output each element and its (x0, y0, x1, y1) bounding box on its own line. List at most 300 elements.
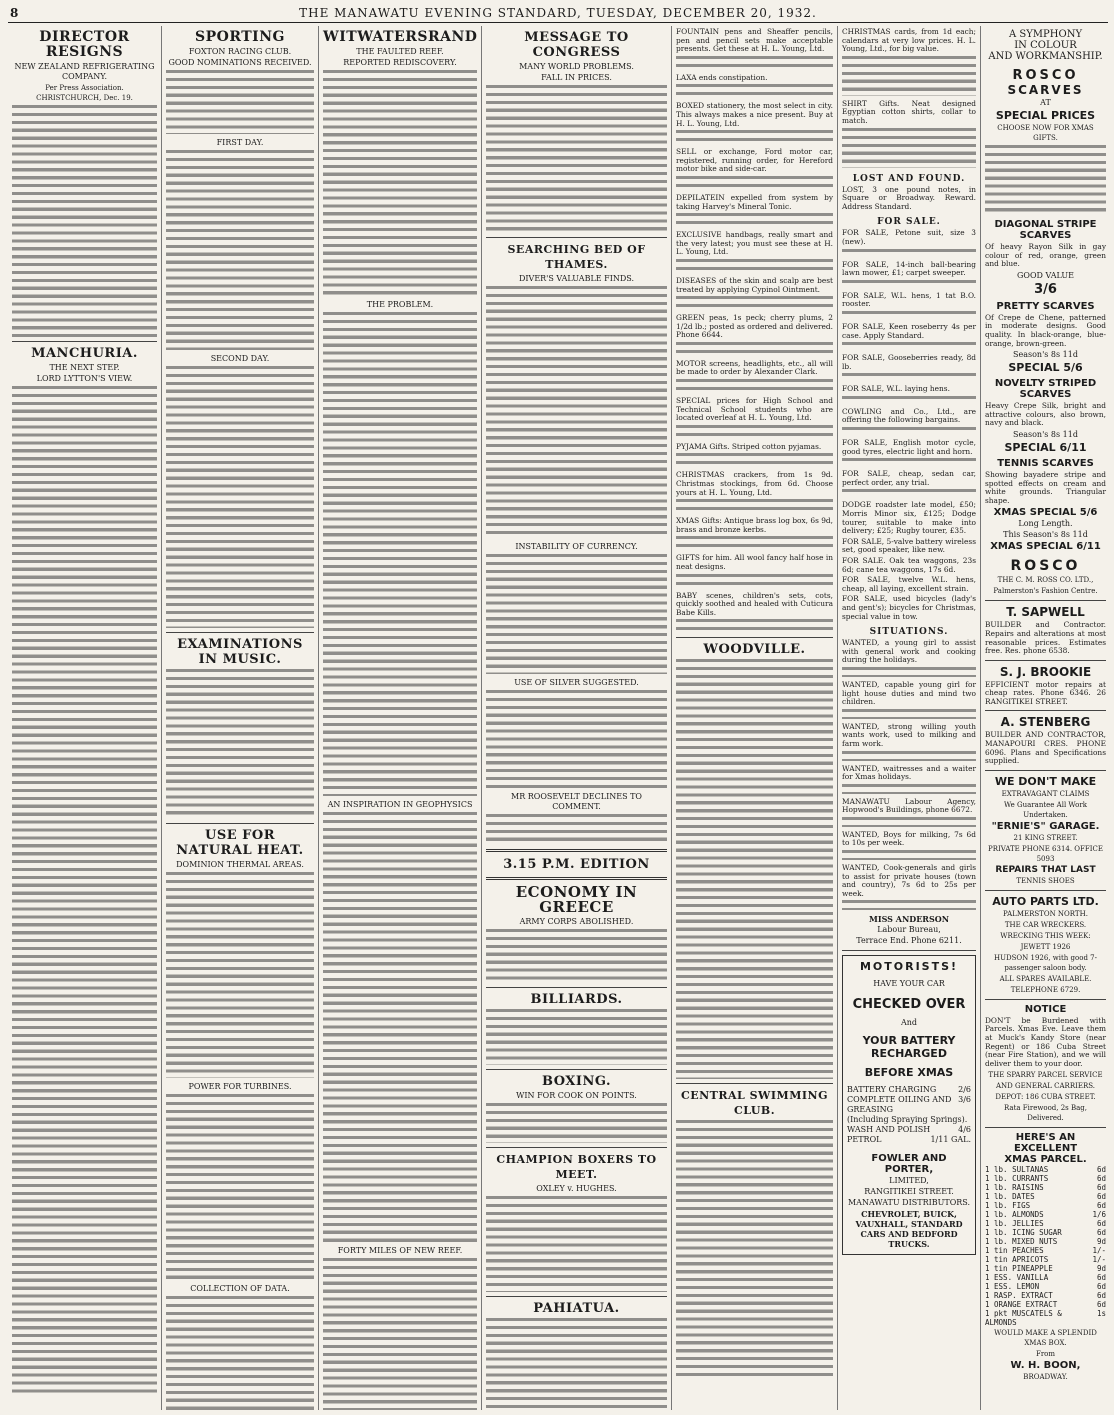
subhead: INSTABILITY OF CURRENCY. (515, 542, 638, 551)
parcel-item (985, 1201, 1106, 1210)
service-label: (Including Spraying Springs). (847, 1115, 968, 1125)
parcel-item (985, 1282, 1106, 1291)
service-price: 3/6 (958, 1095, 971, 1105)
parcel-item (985, 1210, 1106, 1219)
parcel-item (985, 1237, 1106, 1246)
classified-ad: PYJAMA Gifts. Striped cotton pyjamas. (676, 441, 822, 451)
for-sale-item: FOR SALE, 14-inch ball-bearing lawn mower, £1; carpet sweeper. (842, 259, 976, 278)
ad-body-text (842, 342, 976, 350)
ad-boon-address: BROADWAY. (1023, 1373, 1068, 1382)
classified-ad: LAXA ends constipation. (676, 72, 768, 82)
ad-body-text (676, 56, 833, 70)
article-text (166, 70, 314, 134)
ad-depot-2: Rata Firewood, 2s Bag, Delivered. (1003, 1104, 1088, 1123)
divider (985, 660, 1106, 661)
ad-body-text (676, 574, 833, 588)
ad-body-text (842, 280, 976, 288)
ad-body-text (676, 296, 833, 310)
parcel-item (985, 1291, 1106, 1300)
ad-body-text (676, 425, 833, 439)
ad-depot: DEPOT: 186 CUBA STREET. (995, 1093, 1096, 1102)
ad-telephone: TELEPHONE 6729. (1010, 985, 1081, 994)
headline-billiards: BILLIARDS. (530, 992, 623, 1007)
classified-ad: SPECIAL prices for High School and Technical School students who are located overleaf at H. L. Young, Ltd. (676, 396, 833, 423)
divider (486, 1147, 667, 1148)
ad-body-text (842, 249, 976, 257)
ad-novelty-season: Season's 8s 11d (1013, 429, 1078, 439)
parcel-item-name: 1 ESS. VANILLA (985, 1273, 1049, 1283)
headline-music: EXAMINATIONS IN MUSIC. (177, 637, 303, 667)
ad-body-text (842, 751, 976, 761)
ad-parcel-company-2: AND GENERAL CARRIERS. (995, 1082, 1096, 1091)
article-text (12, 105, 157, 337)
article-text (486, 929, 667, 983)
service-row (847, 1085, 971, 1095)
parcel-item-price: 9d (1096, 1237, 1106, 1247)
article-text (486, 814, 667, 844)
parcel-item-name: 1 RASP. EXTRACT (985, 1291, 1053, 1301)
parcel-item-price: 6d (1096, 1219, 1106, 1229)
article-text (676, 1120, 833, 1380)
situation-item: WANTED, waitresses and a waiter for Xmas holidays. (842, 763, 976, 782)
ad-sapwell: T. SAPWELL (1006, 605, 1085, 620)
ad-long-season: This Season's 8s 11d (1003, 530, 1088, 540)
ad-pretty-season: Season's 8s 11d (1013, 350, 1078, 360)
for-sale-item: COWLING and Co., Ltd., are offering the following bargains. (842, 406, 976, 425)
divider (486, 849, 667, 852)
ad-stenberg-desc: BUILDER AND CONTRACTOR, MANAPOURI CRES. PHONE 6096. Plans and Specifications supplied. (985, 730, 1106, 766)
parcel-item-price: 1/- (1092, 1255, 1106, 1265)
article-text (323, 1258, 477, 1410)
subhead: AN INSPIRATION IN GEOPHYSICS (327, 800, 473, 809)
classified-ad: SELL or exchange, Ford motor car, registered, running order, for Hereford motor bike and side-car. (676, 147, 833, 174)
service-label: PETROL (847, 1135, 882, 1145)
garage-ad (842, 955, 976, 1255)
situation-item: MANAWATU Labour Agency, Hopwood's Buildings, phone 6672. (842, 796, 976, 815)
ad-body-text (842, 373, 976, 381)
subhead: FORTY MILES OF NEW REEF. (337, 1246, 463, 1255)
ad-diagonal-2: SCARVES (1019, 230, 1072, 241)
situation-item: WANTED, capable young girl for light house duties and mind two children. (842, 679, 976, 707)
parcel-list (985, 1165, 1106, 1327)
for-sale-list (842, 229, 976, 497)
ad-extravagant: EXTRAVAGANT CLAIMS (1001, 789, 1090, 798)
article-text (486, 1196, 667, 1292)
parcel-item-price: 6d (1096, 1201, 1106, 1211)
ad-ernies-phone: PRIVATE PHONE 6314. OFFICE 5093 (988, 844, 1103, 863)
ad-motorists: MOTORISTS! (859, 960, 959, 974)
article-text (323, 312, 477, 796)
subhead: THE NEXT STEP. (49, 363, 120, 372)
ad-have-car: HAVE YOUR CAR (873, 979, 945, 989)
headline-central-swimming: CENTRAL SWIMMING CLUB. (680, 1089, 828, 1118)
ad-choose: CHOOSE NOW FOR XMAS GIFTS. (997, 124, 1094, 142)
ad-body-text (676, 130, 833, 144)
ad-parcel-company: THE SPARRY PARCEL SERVICE (988, 1071, 1103, 1080)
ad-brookie: S. J. BROOKIE (999, 664, 1092, 679)
ad-body-text (676, 84, 833, 98)
headline-message-congress: MESSAGE TO CONGRESS (524, 30, 629, 60)
ad-rosco-place: Palmerston's Fashion Centre. (993, 587, 1098, 596)
article-text (486, 1103, 667, 1143)
ad-body-text (676, 379, 833, 393)
service-row (847, 1125, 971, 1135)
parcel-item-price: 6d (1096, 1291, 1106, 1301)
divider (486, 987, 667, 988)
page-number: 8 (10, 6, 19, 20)
subhead: NEW ZEALAND REFRIGERATING COMPANY. (14, 62, 155, 81)
article-text (486, 85, 667, 233)
parcel-item (985, 1300, 1106, 1309)
ad-dodge: DODGE roadster late model, £50; Morris Minor six, £125; Dodge tourer, suitable to make into delivery; £25; Rugby tourer, £35. (842, 500, 976, 536)
classified-ad: BOXED stationery, the most select in city. This always makes a nice present. Buy at H. L. Young, Ltd. (676, 101, 833, 128)
garage-street: RANGITIKEI STREET. (864, 1187, 954, 1197)
ad-auto-parts: AUTO PARTS LTD. (992, 894, 1099, 908)
ad-body-text (842, 709, 976, 719)
lost-notice: LOST, 3 one pound notes, in Square or Broadway. Reward. Address Standard. (842, 184, 976, 211)
ad-diagonal-price: 3/6 (1034, 281, 1057, 297)
garage-distributors: MANAWATU DISTRIBUTORS. (847, 1198, 971, 1208)
ad-body-text (676, 176, 833, 190)
parcel-item (985, 1192, 1106, 1201)
parcel-item-price: 6d (1096, 1174, 1106, 1184)
ad-battery: YOUR BATTERY (862, 1034, 956, 1048)
parcel-item (985, 1246, 1106, 1255)
ad-body-text (842, 667, 976, 677)
ad-parcel-heading-1: HERE'S AN EXCELLENT (1013, 1132, 1078, 1155)
classified-ads (842, 28, 976, 168)
headline-pahiatua: PAHIATUA. (533, 1301, 620, 1316)
subhead: MANY WORLD PROBLEMS. (519, 62, 634, 71)
ad-ernies-address: 21 KING STREET. (1013, 833, 1078, 842)
ad-hens: FOR SALE, twelve W.L. hens, cheap, all laying, excellent strain. (842, 575, 976, 593)
parcel-item (985, 1183, 1106, 1192)
anderson-name: MISS ANDERSON (868, 914, 950, 925)
situation-item: WANTED, strong willing youth wants work, used to milking and farm work. (842, 721, 976, 748)
article-text (486, 1009, 667, 1065)
subhead: SECOND DAY. (210, 354, 270, 363)
divider (676, 637, 833, 638)
parcel-item-name: 1 lb. DATES (985, 1192, 1035, 1202)
ad-body-text (985, 145, 1106, 215)
divider (985, 1127, 1106, 1128)
parcel-item (985, 1255, 1106, 1264)
divider (985, 999, 1106, 1000)
article-text (676, 659, 833, 1079)
ad-body-text (842, 427, 976, 435)
ad-novelty-desc: Heavy Crepe Silk, bright and attractive colours, also brown, navy and black. (985, 401, 1106, 428)
for-sale-item: FOR SALE, W.L. hens, 1 tat B.O. rooster. (842, 290, 976, 309)
parcel-item (985, 1165, 1106, 1174)
article-text (166, 669, 314, 819)
ad-boon: W. H. BOON, (1010, 1360, 1081, 1372)
subhead: GOOD NOMINATIONS RECEIVED. (168, 58, 312, 67)
parcel-item-price: 6d (1096, 1228, 1106, 1238)
ad-body-text (842, 817, 976, 827)
column-2 (162, 26, 319, 1410)
ad-guarantee: We Guarantee All Work Undertaken. (1004, 800, 1087, 819)
ad-body-text (676, 213, 833, 227)
parcel-item-price: 6d (1096, 1273, 1106, 1283)
parcel-item-price: 6d (1096, 1300, 1106, 1310)
parcel-item-name: 1 ESS. LEMON (985, 1282, 1040, 1292)
ad-body-text (842, 128, 976, 168)
ad-repairs: REPAIRS THAT LAST (995, 864, 1096, 875)
ad-body-text (842, 850, 976, 860)
situations-list (842, 639, 976, 910)
article-text (166, 150, 314, 350)
ad-sapwell-desc: BUILDER and Contractor. Repairs and alterations at most reasonable prices. Estimates free. Res. phone 6538. (985, 620, 1106, 656)
ad-novelty-special: SPECIAL 6/11 (1004, 440, 1087, 454)
service-label: WASH AND POLISH (847, 1125, 931, 1135)
for-sale-item: FOR SALE, Petone suit, size 3 (new). (842, 228, 976, 246)
classified-ad: XMAS Gifts: Antique brass log box, 6s 9d, brass and bronze kerbs. (676, 516, 834, 534)
headline-edition: 3.15 P.M. EDITION (503, 857, 650, 872)
masthead-title: THE MANAWATU EVENING STANDARD, TUESDAY, DECEMBER 20, 1932. (299, 6, 817, 20)
parcel-item (985, 1174, 1106, 1183)
ad-bikes: FOR SALE, used bicycles (lady's and gent's); bicycles for Christmas, special value in tow. (842, 594, 976, 621)
subhead: ARMY CORPS ABOLISHED. (519, 917, 634, 926)
for-sale-item: FOR SALE, cheap, sedan car, perfect order, any trial. (842, 469, 976, 487)
ad-rosco-footer: ROSCO (1010, 558, 1081, 575)
parcel-item-name: 1 tin PEACHES (985, 1246, 1044, 1256)
parcel-item-price: 1/- (1092, 1246, 1106, 1256)
ad-would-make: WOULD MAKE A SPLENDID XMAS BOX. (994, 1329, 1097, 1348)
for-sale-item: FOR SALE, Keen roseberry 4s per case. Apply Standard. (842, 321, 976, 340)
parcel-item-price: 6d (1096, 1282, 1106, 1292)
article-text (486, 1318, 667, 1410)
classified-ad: MOTOR screens, headlights, etc., all will be made to order by Alexander Clark. (676, 358, 833, 377)
service-price: 1/11 GAL. (930, 1135, 971, 1145)
column-5 (672, 26, 838, 1410)
garage-name: FOWLER AND PORTER, (871, 1153, 947, 1176)
ad-from: From (1035, 1350, 1056, 1359)
ad-notice: NOTICE (1024, 1003, 1067, 1015)
ad-auto-place: PALMERSTON NORTH. (1003, 909, 1088, 918)
service-label: BATTERY CHARGING (847, 1085, 937, 1095)
parcel-item-name: 1 lb. ALMONDS (985, 1210, 1044, 1220)
ad-parcel-heading-2: XMAS PARCEL. (1004, 1154, 1087, 1166)
ad-pretty-desc: Of Crepe de Chene, patterned in moderate designs. Good quality. In black-orange, blue-orange, brown-green. (985, 312, 1106, 348)
service-price: 2/6 (958, 1085, 971, 1095)
classified-ad: BABY scenes, children's sets, cots, quickly soothed and healed with Cuticura Babe Kills. (676, 590, 833, 617)
ad-radio: FOR SALE, 5-valve battery wireless set, good speaker, like new. (842, 536, 976, 555)
headline-champion-boxers: CHAMPION BOXERS TO MEET. (496, 1153, 657, 1181)
ad-body-text (676, 619, 833, 633)
ad-body-text (676, 536, 833, 550)
ad-symphony-2: IN COLOUR (1014, 40, 1077, 51)
classified-ad: CHRISTMAS cards, from 1d each; calendars at very low prices. H. L. Young, Ltd., for big value. (842, 27, 976, 54)
ad-diagonal-1: DIAGONAL STRIPE (994, 219, 1097, 230)
classified-ad: GIFTS for him. All wool fancy half hose in neat designs. (676, 553, 833, 571)
ad-body-text (842, 396, 976, 404)
masthead (8, 4, 1108, 23)
headline-witwatersrand: WITWATERSRAND (323, 29, 478, 45)
ad-novelty-1: NOVELTY STRIPED (994, 378, 1097, 390)
parcel-item-name: 1 lb. JELLIES (985, 1219, 1044, 1229)
ad-xmas-special: XMAS SPECIAL 5/6 (993, 507, 1098, 519)
classified-ad: SHIRT Gifts. Neat designed Egyptian cotton shirts, collar to match. (842, 98, 976, 125)
situation-item: WANTED, a young girl to assist with general work and cooking during the holidays. (842, 638, 976, 665)
ad-special-prices: SPECIAL PRICES (995, 109, 1096, 122)
subhead: FOXTON RACING CLUB. (188, 47, 292, 56)
service-row (847, 1135, 971, 1145)
ad-at: AT (1040, 98, 1051, 107)
parcel-item-name: 1 lb. RAISINS (985, 1183, 1044, 1193)
classified-ad: DISEASES of the skin and scalp are best treated by applying Cypinol Ointment. (676, 275, 833, 294)
article-text (166, 872, 314, 1078)
headline-thames: SEARCHING BED OF THAMES. (507, 243, 646, 271)
ad-novelty-2: SCARVES (1019, 389, 1072, 401)
divider (676, 1083, 833, 1084)
subhead: FIRST DAY. (216, 138, 264, 147)
divider (486, 1069, 667, 1070)
subhead: USE OF SILVER SUGGESTED. (514, 678, 639, 687)
anderson-phone: Terrace End. Phone 6211. (856, 936, 962, 946)
ad-body-text (842, 784, 976, 794)
parcel-item (985, 1273, 1106, 1282)
parcel-item-price: 1/6 (1092, 1210, 1106, 1220)
article-text (323, 812, 477, 1242)
ad-before-xmas: BEFORE XMAS (864, 1066, 954, 1080)
ad-symphony-3: AND WORKMANSHIP. (988, 51, 1103, 62)
classified-ad: FOUNTAIN pens and Sheaffer pencils, pen and pencil sets make acceptable presents. Get these at H. L. Young, Ltd. (676, 27, 833, 54)
headline-woodville: WOODVILLE. (703, 642, 806, 658)
column-6 (838, 26, 981, 1410)
subhead: FALL IN PRICES. (541, 73, 612, 82)
parcel-item-price: 9d (1096, 1264, 1106, 1274)
ad-stenberg: A. STENBERG (1000, 715, 1091, 730)
ad-long: Long Length. (1018, 519, 1073, 529)
service-label: COMPLETE OILING AND GREASING (847, 1095, 952, 1115)
ad-and: And (900, 1018, 918, 1028)
article-text (166, 1296, 314, 1410)
dateline: Per Press Association. CHRISTCHURCH, Dec. 19. (36, 84, 133, 102)
parcel-item (985, 1309, 1106, 1327)
ad-scarves: SCARVES (1007, 83, 1084, 97)
divider (842, 950, 976, 951)
for-sale-item: FOR SALE, English motor cycle, good tyres, electric light and horn. (842, 438, 976, 456)
parcel-item-name: 1 ORANGE EXTRACT (985, 1300, 1058, 1310)
parcel-item-name: 1 lb. ICING SUGAR (985, 1228, 1062, 1238)
classified-ads (676, 28, 833, 633)
divider (486, 877, 667, 880)
headline-sporting: SPORTING (195, 29, 285, 45)
subhead: OXLEY v. HUGHES. (536, 1184, 617, 1193)
ad-pretty: PRETTY SCARVES (996, 300, 1095, 312)
parcel-item-price: 1s (1096, 1309, 1106, 1319)
ad-rosco: ROSCO (1012, 68, 1079, 83)
ad-wreckers: THE CAR WRECKERS. (1004, 920, 1087, 929)
classified-ad: DEPILATEIN expelled from system by taking Harvey's Mineral Tonic. (676, 192, 833, 211)
ad-ernies: "ERNIE'S" GARAGE. (991, 820, 1100, 832)
parcel-item-name: 1 pkt MUSCATELS & ALMONDS (985, 1309, 1062, 1328)
ad-wrecking-car-1: JEWETT 1926 (1020, 942, 1071, 951)
divider (985, 890, 1106, 891)
article-text (486, 554, 667, 674)
ad-pretty-special: SPECIAL 5/6 (1008, 361, 1083, 375)
ad-tennis-desc: Showing bayadere stripe and spotted effects on cream and white grounds. Triangular shape. (985, 469, 1106, 505)
parcel-item-name: 1 lb. FIGS (985, 1201, 1031, 1211)
column-3 (319, 26, 482, 1410)
ad-long-special: XMAS SPECIAL 6/11 (990, 541, 1101, 553)
classified-ad: EXCLUSIVE handbags, really smart and the very latest; you must see these at H. L. Young, Ltd. (676, 230, 833, 257)
article-text (166, 1094, 314, 1280)
ad-body-text (842, 900, 976, 910)
ad-suits: FOR SALE. Oak tea waggons, 23s 6d; cane tea waggons, 17s 6d. (842, 556, 976, 574)
ad-all-spares: ALL SPARES AVAILABLE. (999, 974, 1092, 983)
subhead: THE PROBLEM. (366, 300, 434, 309)
headline-manchuria: MANCHURIA. (31, 346, 138, 361)
ad-body-text (842, 311, 976, 319)
divider (985, 710, 1106, 711)
ad-wrecking-car-2: HUDSON 1926, with good 7-passenger saloon body. (994, 953, 1097, 972)
ad-symphony-1: A SYMPHONY (1008, 29, 1083, 40)
ad-rosco-company: THE C. M. ROSS CO. LTD., (997, 576, 1094, 585)
service-price: 4/6 (958, 1125, 971, 1135)
services-list (847, 1085, 971, 1145)
ad-body-text (842, 56, 976, 96)
divider (985, 770, 1106, 771)
divider (12, 341, 157, 342)
subhead: DOMINION THERMAL AREAS. (176, 860, 304, 869)
garage-ltd: LIMITED, (889, 1176, 929, 1186)
subhead: LORD LYTTON'S VIEW. (36, 374, 133, 383)
parcel-item-name: 1 lb. SULTANAS (985, 1165, 1049, 1175)
headline-natural-heat: USE FOR NATURAL HEAT. (176, 828, 304, 858)
article-text (486, 286, 667, 538)
parcel-item-price: 6d (1096, 1192, 1106, 1202)
section-situations: SITUATIONS. (869, 627, 949, 638)
ad-notice-text: DON'T be Burdened with Parcels. Xmas Eve. Leave them at Muck's Kandy Store (near Regent) or 186 Cuba Street (near Fire Station), and we will deliver them to your door. (985, 1015, 1106, 1068)
subhead: THE FAULTED REEF. (356, 47, 444, 56)
column-1 (8, 26, 162, 1410)
article-text (486, 690, 667, 788)
ad-tennis-shoes: TENNIS SHOES (1016, 876, 1075, 885)
article-text (166, 366, 314, 628)
parcel-item-name: 1 lb. CURRANTS (985, 1174, 1049, 1184)
classified-ad: CHRISTMAS crackers, from 1s 9d. Christmas stockings, from 6d. Choose yours at H. L. Young, Ltd. (676, 470, 833, 497)
divider (166, 823, 314, 824)
subhead: MR ROOSEVELT DECLINES TO COMMENT. (511, 792, 642, 811)
ad-brookie-desc: EFFICIENT motor repairs at cheap rates. Phone 6346. 26 RANGITIKEI STREET. (985, 679, 1106, 706)
section-lost-found: LOST AND FOUND. (852, 173, 966, 184)
situation-item: WANTED, Cook-generals and girls to assist for private houses (town and country), 7s 6d to 25s per week. (842, 863, 976, 898)
ad-body-text (842, 489, 976, 497)
parcel-item-name: 1 lb. MIXED NUTS (985, 1237, 1058, 1247)
subhead: POWER FOR TURBINES. (188, 1082, 292, 1091)
column-7 (981, 26, 1110, 1410)
service-row (847, 1115, 971, 1125)
ad-tennis: TENNIS SCARVES (997, 457, 1094, 469)
headline-boxing: BOXING. (541, 1074, 612, 1089)
article-text (323, 70, 477, 296)
divider (486, 237, 667, 238)
ad-recharged: RECHARGED (871, 1047, 947, 1061)
column-4 (482, 26, 672, 1410)
parcel-item-price: 6d (1096, 1183, 1106, 1193)
parcel-item-name: 1 tin APRICOTS (985, 1255, 1049, 1265)
ad-good-value: GOOD VALUE (1017, 270, 1074, 280)
subhead: REPORTED REDISCOVERY. (343, 58, 457, 67)
subhead: COLLECTION OF DATA. (190, 1284, 290, 1293)
parcel-item (985, 1264, 1106, 1273)
ad-body-text (842, 458, 976, 466)
headline-economy-greece: ECONOMY IN GREECE (515, 883, 638, 916)
divider (166, 632, 314, 633)
divider (985, 600, 1106, 601)
situation-item: WANTED, Boys for milking, 7s 6d to 10s per week. (842, 829, 976, 848)
